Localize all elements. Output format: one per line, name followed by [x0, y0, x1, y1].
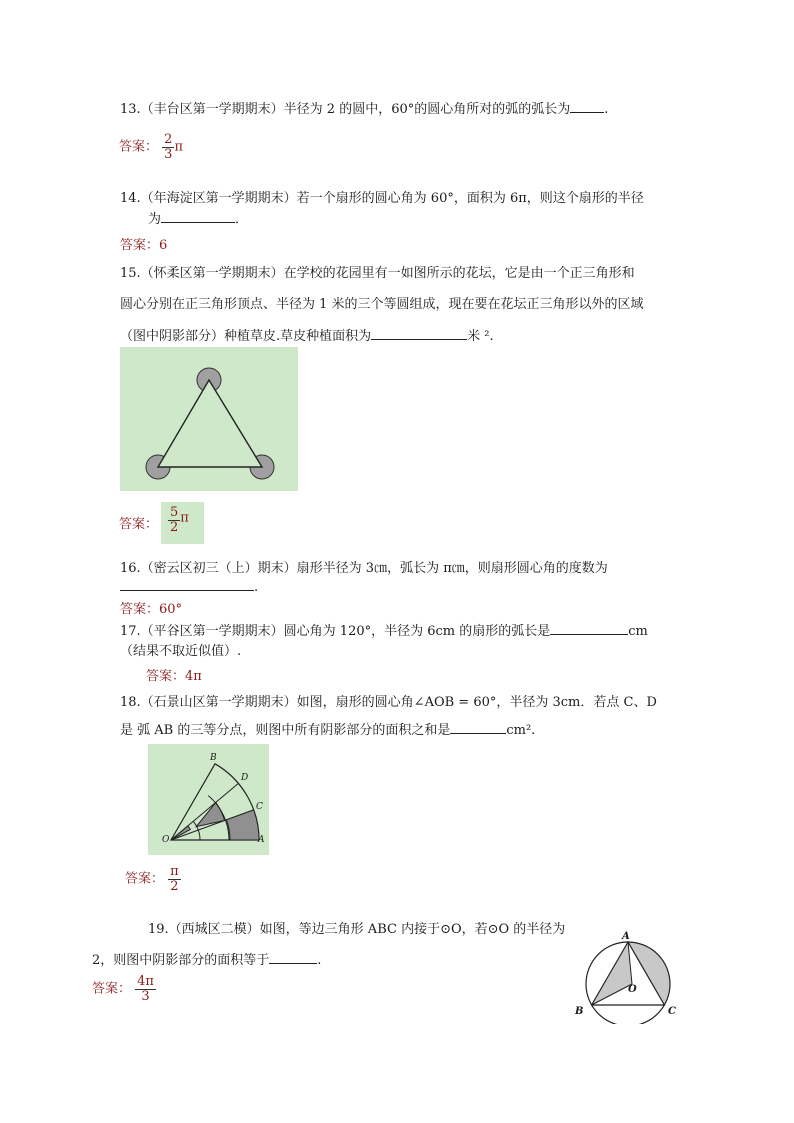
- answer-blank: [450, 721, 506, 734]
- answer-blank: [570, 100, 604, 113]
- answer-fraction: $\frac{2}{3}$: [164, 132, 173, 162]
- answer-blank: [371, 327, 467, 340]
- label-o: O: [628, 984, 637, 995]
- q15-stem-line1: 15.（怀柔区第一学期期末）在学校的花园里有一如图所示的花坛，它是由一个正三角形和: [120, 266, 635, 281]
- label-d: D: [241, 773, 249, 783]
- q15-stem-line2: 圆心分别在正三角形顶点、半径为 1 米的三个等圆组成，现在要在花坛正三角形以外的区域: [120, 297, 644, 312]
- answer-blank: [269, 951, 317, 964]
- q18-answer: 答案： $\frac{\pi}{2}$: [125, 864, 179, 894]
- answer-fraction: $\frac{\pi}{2}$: [170, 864, 179, 894]
- q15-answer-box: $\frac{5}{2}$ π: [161, 502, 204, 544]
- q14-answer: 答案：6: [120, 238, 168, 253]
- q17-stem-line1: 17.（平谷区第一学期期末）圆心角为 120°，半径为 6cm 的扇形的弧长是 cm: [120, 624, 648, 639]
- q17-answer: 答案：4π: [146, 669, 202, 684]
- label-c: C: [668, 1006, 676, 1017]
- q15-answer-label: 答案：: [119, 517, 159, 532]
- answer-blank: [550, 622, 628, 635]
- q19-stem-line2: 2，则图中阴影部分的面积等于 .: [92, 953, 322, 968]
- q14-stem-line2: 为 ．: [148, 212, 249, 227]
- q19-stem-line1: 19.（西城区二模）如图，等边三角形 ABC 内接于⊙O，若⊙O 的半径为: [148, 922, 566, 937]
- answer-blank: [120, 578, 254, 591]
- q14-stem-line1: 14.（年海淀区第一学期期末）若一个扇形的圆心角为 60°，面积为 6π，则这个扇形的半径: [120, 191, 644, 206]
- q18-stem-line1: 18.（石景山区第一学期期末）如图，扇形的圆心角∠AOB = 60°，半径为 3cm．若点 C、D: [120, 695, 657, 710]
- label-c: C: [256, 802, 263, 812]
- answer-fraction: $\frac{4\pi}{3}$: [137, 974, 154, 1004]
- inscribed-triangle-figure: [570, 928, 690, 1024]
- label-o: O: [162, 835, 170, 845]
- label-a: A: [258, 835, 265, 845]
- q19-answer: 答案： $\frac{4\pi}{3}$: [92, 974, 154, 1004]
- q13-stem: 13.（丰台区第一学期期末）半径为 2 的圆中，60°的圆心角所对的弧的弧长为 .: [120, 102, 609, 117]
- q16-stem-line2: .: [120, 578, 258, 595]
- label-a: A: [622, 931, 630, 942]
- q17-stem-line2: （结果不取近似值）.: [120, 644, 242, 659]
- answer-blank: [161, 210, 235, 223]
- sector-figure: [148, 744, 269, 855]
- label-b: B: [210, 753, 217, 763]
- q13-answer: 答案： $\frac{2}{3}$ π: [119, 132, 183, 162]
- shaded-segment: [628, 942, 670, 1005]
- answer-fraction: $\frac{5}{2}$: [170, 505, 179, 535]
- flowerbed-figure: [120, 347, 298, 491]
- q16-answer: 答案：60°: [120, 602, 183, 617]
- q16-stem-line1: 16.（密云区初三（上）期末）扇形半径为 3㎝，弧长为 π㎝，则扇形圆心角的度数为: [120, 561, 608, 576]
- label-b: B: [575, 1006, 584, 1017]
- q15-stem-line3: （图中阴影部分）种植草皮.草皮种植面积为 米 ².: [120, 329, 494, 344]
- q18-stem-line2: 是 弧 AB 的三等分点，则图中所有阴影部分的面积之和是 cm².: [120, 723, 536, 738]
